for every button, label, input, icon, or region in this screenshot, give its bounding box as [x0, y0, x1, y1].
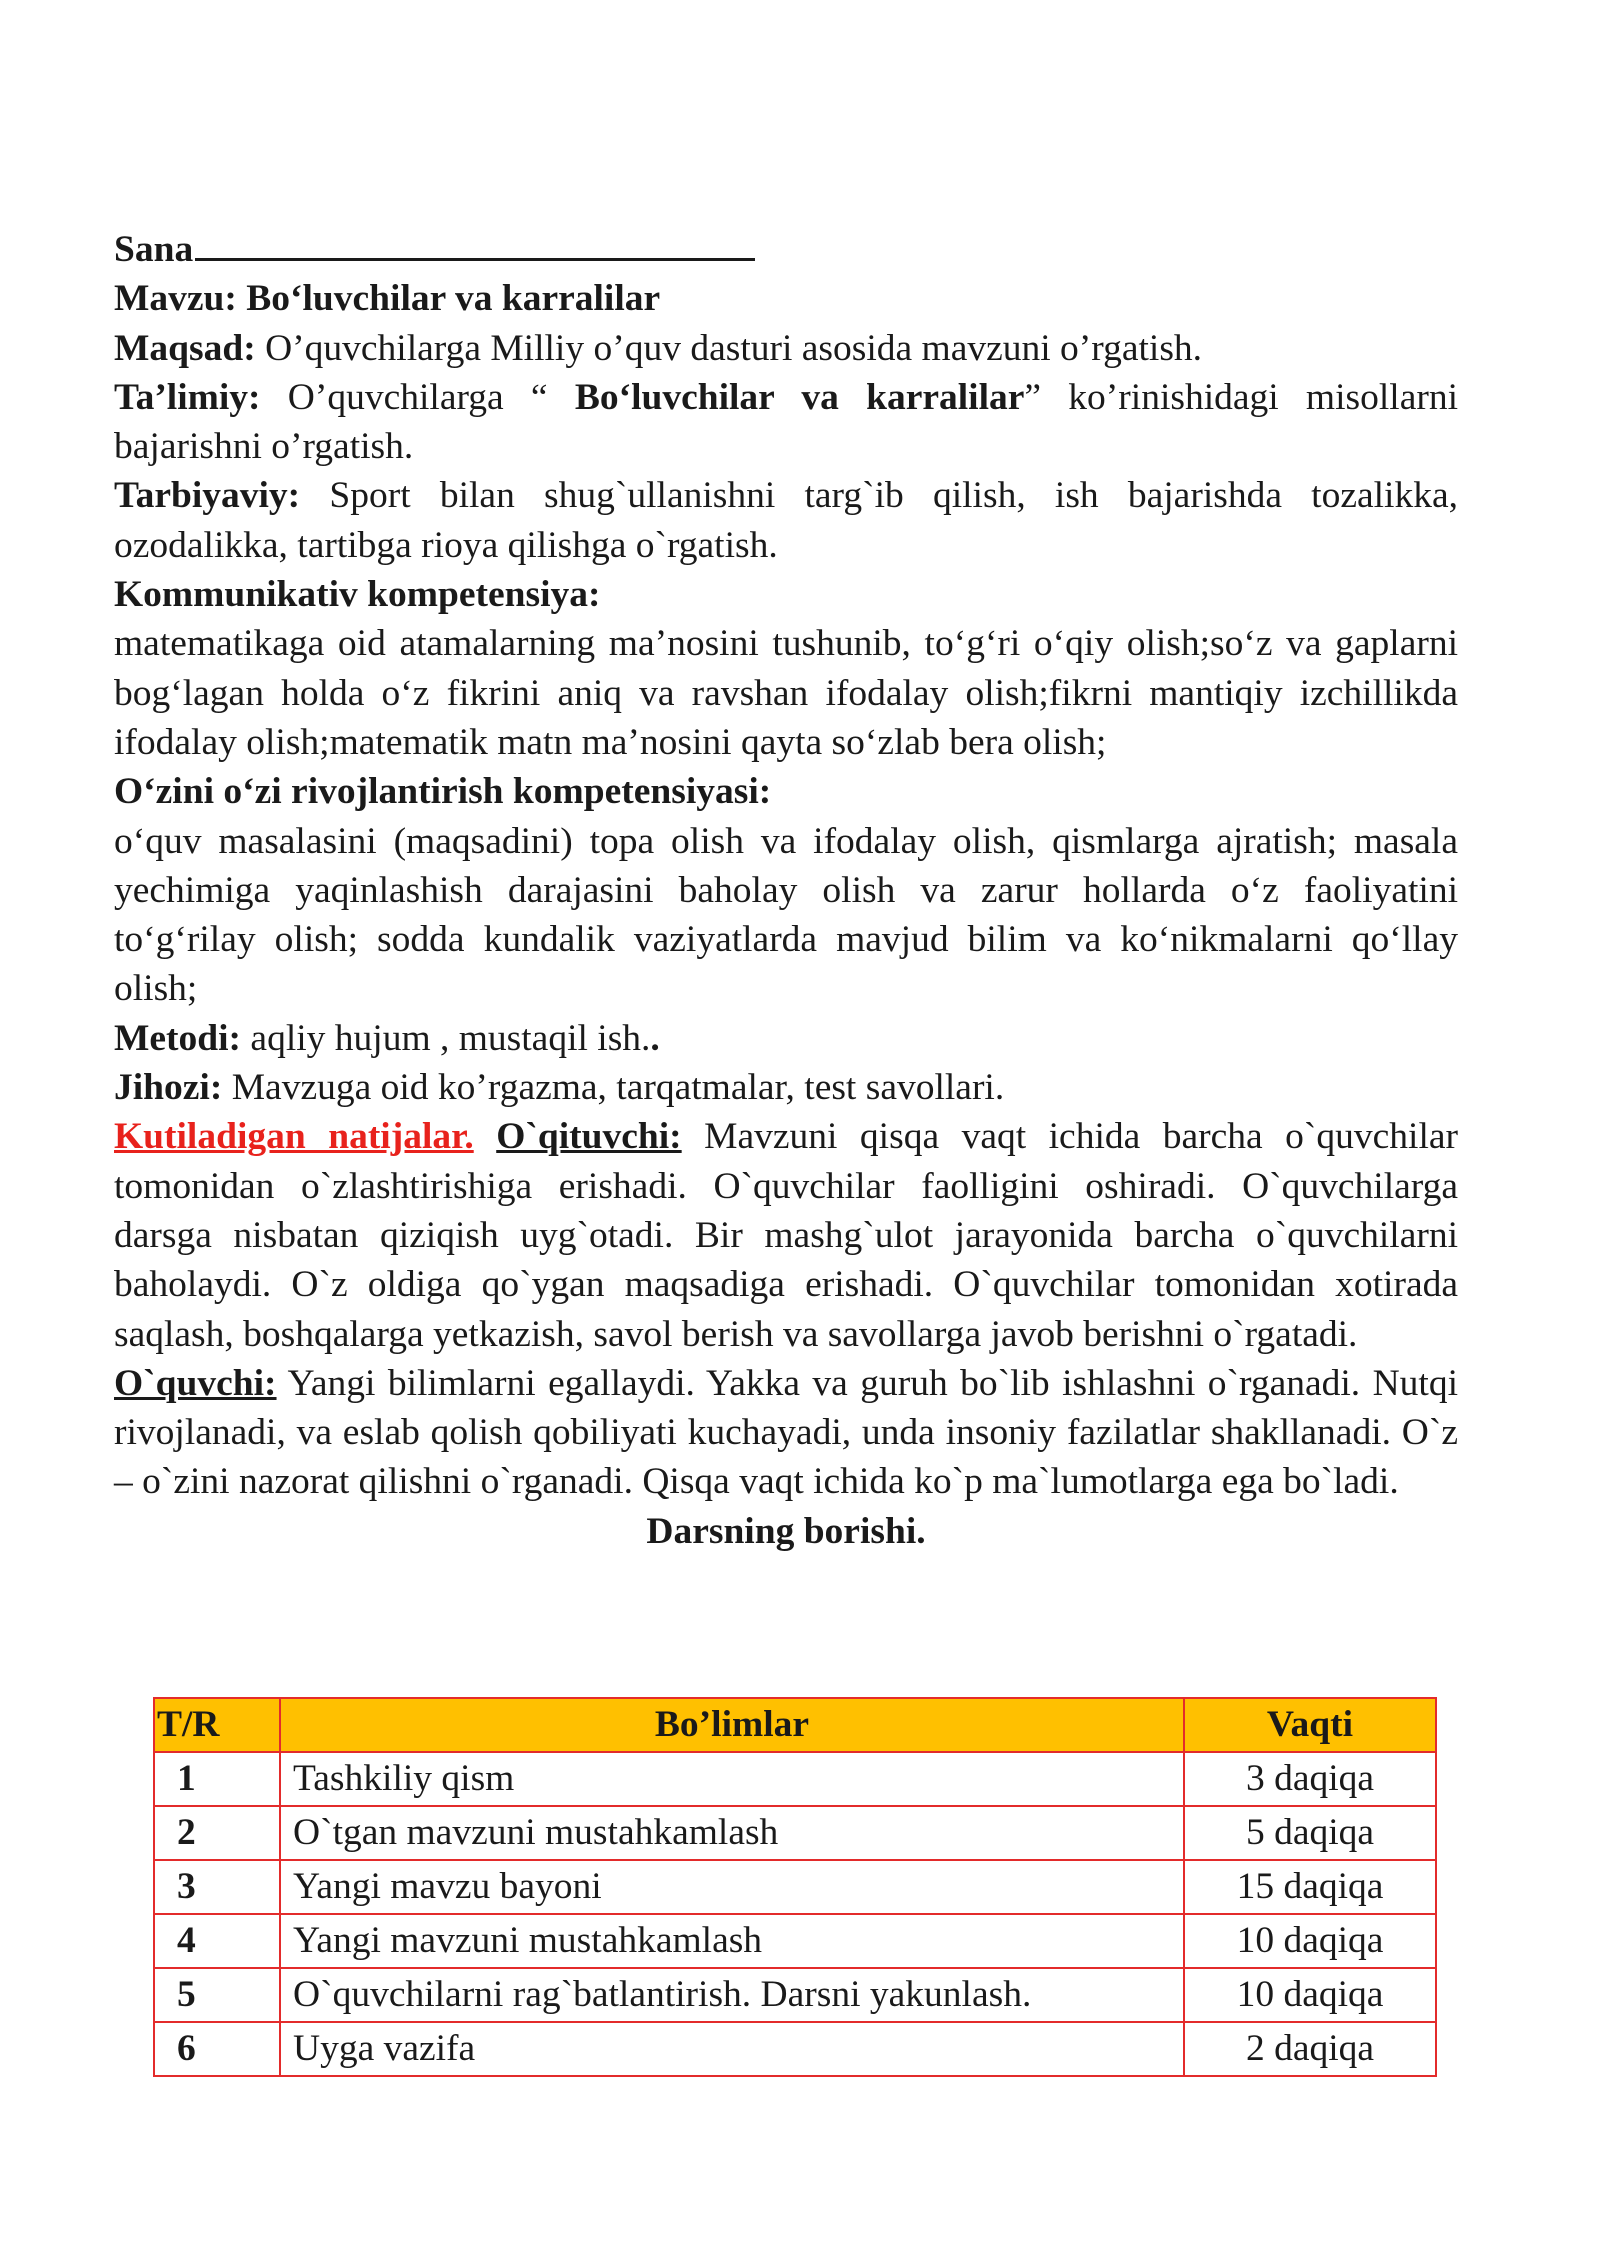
row-time: 10 daqiqa — [1184, 1968, 1436, 2022]
upbringing-aim — [114, 471, 1458, 570]
row-section: Yangi mavzuni mustahkamlash — [280, 1914, 1184, 1968]
row-time: 10 daqiqa — [1184, 1914, 1436, 1968]
method-label: Metodi: — [114, 1017, 242, 1059]
row-section: Yangi mavzu bayoni — [280, 1860, 1184, 1914]
equipment-text: Mavzuga oid ko’rgazma, tarqatmalar, test savollari. — [222, 1067, 1005, 1109]
topic-line — [114, 274, 1458, 323]
communicative-heading: Kommunikativ kompetensiya: — [114, 574, 601, 616]
goal-line — [114, 324, 1458, 373]
column-header-sections: Bo’limlar — [280, 1698, 1184, 1752]
column-header-time: Vaqti — [1184, 1698, 1436, 1752]
teacher-text: Mavzuni qisqa vaqt ichida barcha o`quvchilar tomonidan o`zlashtirishiga erishadi. O`quvchilar faolligini oshiradi. O`quvchilarga darsga nisbatan qiziqish uyg`otadi. Bir mashg`ulot jarayonida barcha o`quvchilarni baholaydi. O`z oldiga qo`ygan maqsadiga erishadi. O`quvchilar tomonidan xotirada saqlash, boshqalarga yetkazish, savol berish va savollarga javob berishni o`rgatadi. — [114, 1116, 1459, 1355]
table-row — [154, 1914, 1436, 1968]
lesson-flow-title: Darsning borishi. — [646, 1510, 926, 1552]
lesson-flow-table — [153, 1697, 1437, 2077]
student-label: O`quvchi: — [114, 1362, 277, 1404]
educational-aim-topic: Bo‘luvchilar va karralilar — [574, 376, 1025, 418]
row-section: Tashkiliy qism — [280, 1752, 1184, 1806]
row-time: 3 daqiqa — [1184, 1752, 1436, 1806]
self-development-text: o‘quv masalasini (maqsadini) topa olish va ifodalay olish, qismlarga ajratish; masala yechimiga yaqinlashish darajasini baholay olish va zarur hollarda o‘z faoliyatini to‘g‘rilay olish; sodda kundalik vaziyatlarda mavjud bilim va ko‘nikmalarni qo‘llay olish; — [114, 820, 1458, 1010]
method-text: aqliy hujum , mustaqil ish. — [241, 1017, 651, 1059]
table-row — [154, 1860, 1436, 1914]
student-text: Yangi bilimlarni egallaydi. Yakka va guruh bo`lib ishlashni o`rganadi. Nutqi rivojlanadi, va eslab qolish qobiliyati kuchayadi, unda insoniy fazilatlar shakllanadi. O`z – o`zini nazorat qilishni o`rganadi. Qisqa vaqt ichida ko`p ma`lumotlarga ega bo`ladi. — [114, 1362, 1458, 1503]
row-section: O`tgan mavzuni mustahkamlash — [280, 1806, 1184, 1860]
method-line — [114, 1014, 1458, 1063]
table-row — [154, 2022, 1436, 2076]
date-label: Sana — [114, 229, 194, 270]
equipment-label: Jihozi: — [114, 1067, 223, 1109]
upbringing-aim-label: Tarbiyaviy: — [114, 475, 301, 517]
row-number: 2 — [154, 1806, 280, 1860]
topic-label: Mavzu: — [114, 278, 237, 320]
row-number: 1 — [154, 1752, 280, 1806]
row-number: 6 — [154, 2022, 280, 2076]
equipment-line — [114, 1063, 1458, 1112]
row-number: 3 — [154, 1860, 280, 1914]
column-header-number: T/R — [154, 1698, 280, 1752]
row-section: Uyga vazifa — [280, 2022, 1184, 2076]
expected-results-label: Kutiladigan natijalar. — [114, 1116, 474, 1158]
educational-aim-pre: O’quvchilarga “ — [260, 376, 575, 418]
date-blank-underline — [195, 222, 755, 261]
row-time: 2 daqiqa — [1184, 2022, 1436, 2076]
table-row — [154, 1806, 1436, 1860]
row-section: O`quvchilarni rag`batlantirish. Darsni yakunlash. — [280, 1968, 1184, 2022]
goal-label: Maqsad: — [114, 327, 256, 369]
expected-results-student — [114, 1359, 1458, 1507]
table-row — [154, 1968, 1436, 2022]
communicative-text: matematikaga oid atamalarning ma’nosini tushunib, to‘g‘ri o‘qiy olish;so‘z va gaplarni bog‘lagan holda o‘z fikrini aniq va ravshan ifodalay olish;fikrni mantiqiy izchillikda ifodalay olish;matematik matn ma’nosini qayta so‘zlab bera olish; — [114, 623, 1458, 763]
upbringing-aim-text: Sport bilan shug`ullanishni targ`ib qilish, ish bajarishda tozalikka, ozodalikka, tartibga rioya qilishga o`rgatish. — [114, 475, 1458, 566]
lesson-plan-document — [114, 222, 1458, 1556]
expected-results-teacher — [114, 1112, 1458, 1358]
educational-aim — [114, 373, 1458, 472]
date-line — [114, 222, 1458, 274]
row-time: 15 daqiqa — [1184, 1860, 1436, 1914]
topic-value: Bo‘luvchilar va karralilar — [246, 278, 661, 320]
teacher-label: O`qituvchi: — [496, 1116, 682, 1158]
educational-aim-post: ” ko’rinishidagi misollarni bajarishni o’rgatish. — [114, 376, 1459, 468]
self-development-heading: O‘zini o‘zi rivojlantirish kompetensiyasi: — [114, 771, 772, 813]
row-number: 4 — [154, 1914, 280, 1968]
table-header-row — [154, 1698, 1436, 1752]
table-row — [154, 1752, 1436, 1806]
method-tail: . — [650, 1017, 660, 1059]
row-number: 5 — [154, 1968, 280, 2022]
row-time: 5 daqiqa — [1184, 1806, 1436, 1860]
educational-aim-label: Ta’limiy: — [114, 376, 261, 418]
goal-text: O’quvchilarga Milliy o’quv dasturi asosida mavzuni o’rgatish. — [255, 327, 1203, 369]
